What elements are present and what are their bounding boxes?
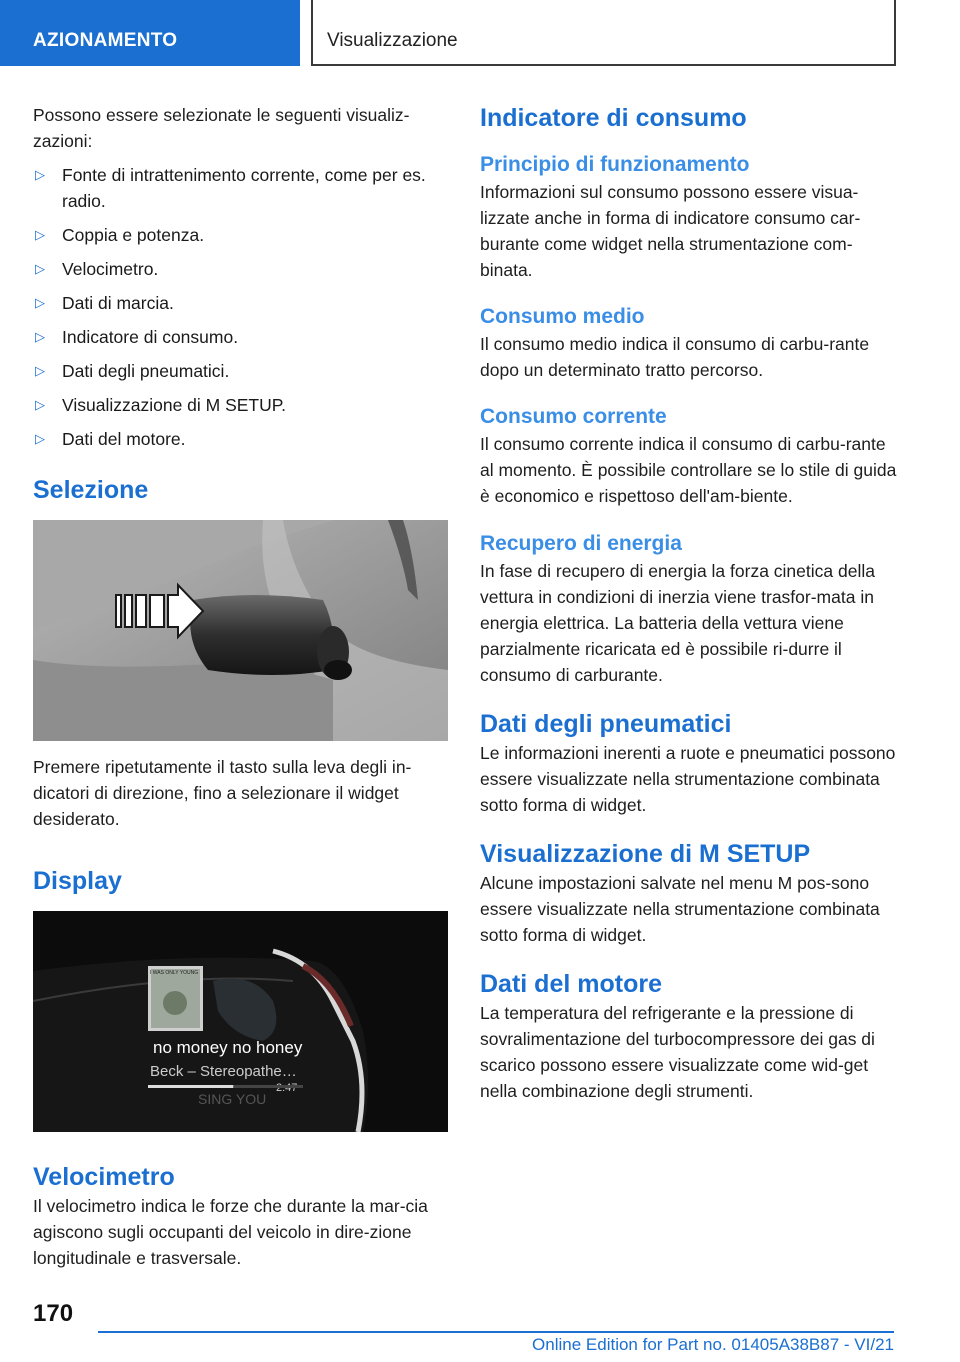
edition-note: Online Edition for Part no. 01405A38B87 - VI/21 <box>532 1335 894 1354</box>
list-item: ▷ Dati di marcia. <box>33 290 448 316</box>
left-column <box>33 102 448 1271</box>
list-item: ▷ Dati degli pneumatici. <box>33 358 448 384</box>
heading-principio: Principio di funzionamento <box>480 153 750 176</box>
heading-selezione: Selezione <box>33 476 149 504</box>
triangle-bullet-icon: ▷ <box>35 363 45 378</box>
heading-indicatore-consumo: Indicatore di consumo <box>480 104 747 132</box>
list-item: ▷ Coppia e potenza. <box>33 222 448 248</box>
motore-text: La temperatura del refrigerante e la pressione di sovralimentazione del turbocompressore dei gas di scarico possono essere visualizzate come wid-get nella combinazione degli strumenti. <box>480 1003 875 1101</box>
heading-display: Display <box>33 867 122 895</box>
heading-velocimetro: Velocimetro <box>33 1163 175 1191</box>
pneumatici-text: Le informazioni inerenti a ruote e pneumatici possono essere visualizzate nella strumentazione combinata sotto forma di widget. <box>480 743 896 815</box>
heading-consumo-corrente: Consumo corrente <box>480 405 667 428</box>
track-artist: Beck – Stereopathe… <box>150 1063 297 1080</box>
principio-text: Informazioni sul consumo possono essere visua-lizzate anche in forma di indicatore consumo car-burante come widget nella strumentazione com-binata. <box>480 182 861 280</box>
velocimetro-text: Il velocimetro indica le forze che durante la mar-cia agiscono sugli occupanti del veicolo in dire-zione longitudinale e trasversale. <box>33 1196 428 1268</box>
section-tab <box>0 0 300 66</box>
list-item: ▷ Visualizzazione di M SETUP. <box>33 392 448 418</box>
medio-text: Il consumo medio indica il consumo di carbu-rante dopo un determinato tratto percorso. <box>480 334 870 380</box>
msetup-text: Alcune impostazioni salvate nel menu M pos-sono essere visualizzate nella strumentazione combinata sotto forma di widget. <box>480 873 880 945</box>
turn-signal-lever-image <box>33 520 448 741</box>
triangle-bullet-icon: ▷ <box>35 261 45 276</box>
page-number: 170 <box>33 1300 74 1327</box>
right-column <box>480 102 898 1104</box>
footer-divider <box>98 1331 894 1333</box>
lever-illustration <box>33 520 448 741</box>
triangle-bullet-icon: ▷ <box>35 227 45 242</box>
list-item: ▷ Velocimetro. <box>33 256 448 282</box>
album-cover-text: I WAS ONLY YOUNG <box>150 970 199 976</box>
triangle-bullet-icon: ▷ <box>35 431 45 446</box>
list-item: ▷ Fonte di intrattenimento corrente, come per es. radio. <box>33 162 448 214</box>
section-title: AZIONAMENTO <box>33 30 178 51</box>
background-lyric-text: SING YOU <box>198 1091 267 1107</box>
heading-consumo-medio: Consumo medio <box>480 305 645 328</box>
track-title: no money no honey <box>153 1038 303 1057</box>
instrument-cluster-image <box>33 911 448 1132</box>
recupero-text: In fase di recupero di energia la forza cinetica della vettura in condizioni di inerzia viene trasfor-mata in energia elettrica. La batteria della vettura viene parzialmente ricaricata ed è possibile ri-durre il consumo di carburante. <box>480 561 875 685</box>
chapter-title: Visualizzazione <box>327 30 458 51</box>
heading-m-setup: Visualizzazione di M SETUP <box>480 840 811 868</box>
list-item: ▷ Dati del motore. <box>33 426 448 452</box>
heading-dati-pneumatici: Dati degli pneumatici <box>480 710 732 738</box>
display-options-list <box>33 162 448 452</box>
playback-progress-bar <box>148 1085 233 1088</box>
chapter-header <box>311 0 896 66</box>
triangle-bullet-icon: ▷ <box>35 397 45 412</box>
corrente-text: Il consumo corrente indica il consumo di carbu-rante al momento. È possibile controllare se lo stile di guida è economico e rispettoso dell'am-biente. <box>480 434 897 506</box>
cluster-illustration <box>33 911 448 1132</box>
intro-text: Possono essere selezionate le seguenti visualiz-zazioni: <box>33 105 410 151</box>
triangle-bullet-icon: ▷ <box>35 329 45 344</box>
heading-recupero-energia: Recupero di energia <box>480 532 682 555</box>
triangle-bullet-icon: ▷ <box>35 295 45 310</box>
list-item: ▷ Indicatore di consumo. <box>33 324 448 350</box>
triangle-bullet-icon: ▷ <box>35 167 45 182</box>
selezione-text: Premere ripetutamente il tasto sulla leva degli in-dicatori di direzione, fino a selezionare il widget desiderato. <box>33 757 412 829</box>
heading-dati-motore: Dati del motore <box>480 970 662 998</box>
